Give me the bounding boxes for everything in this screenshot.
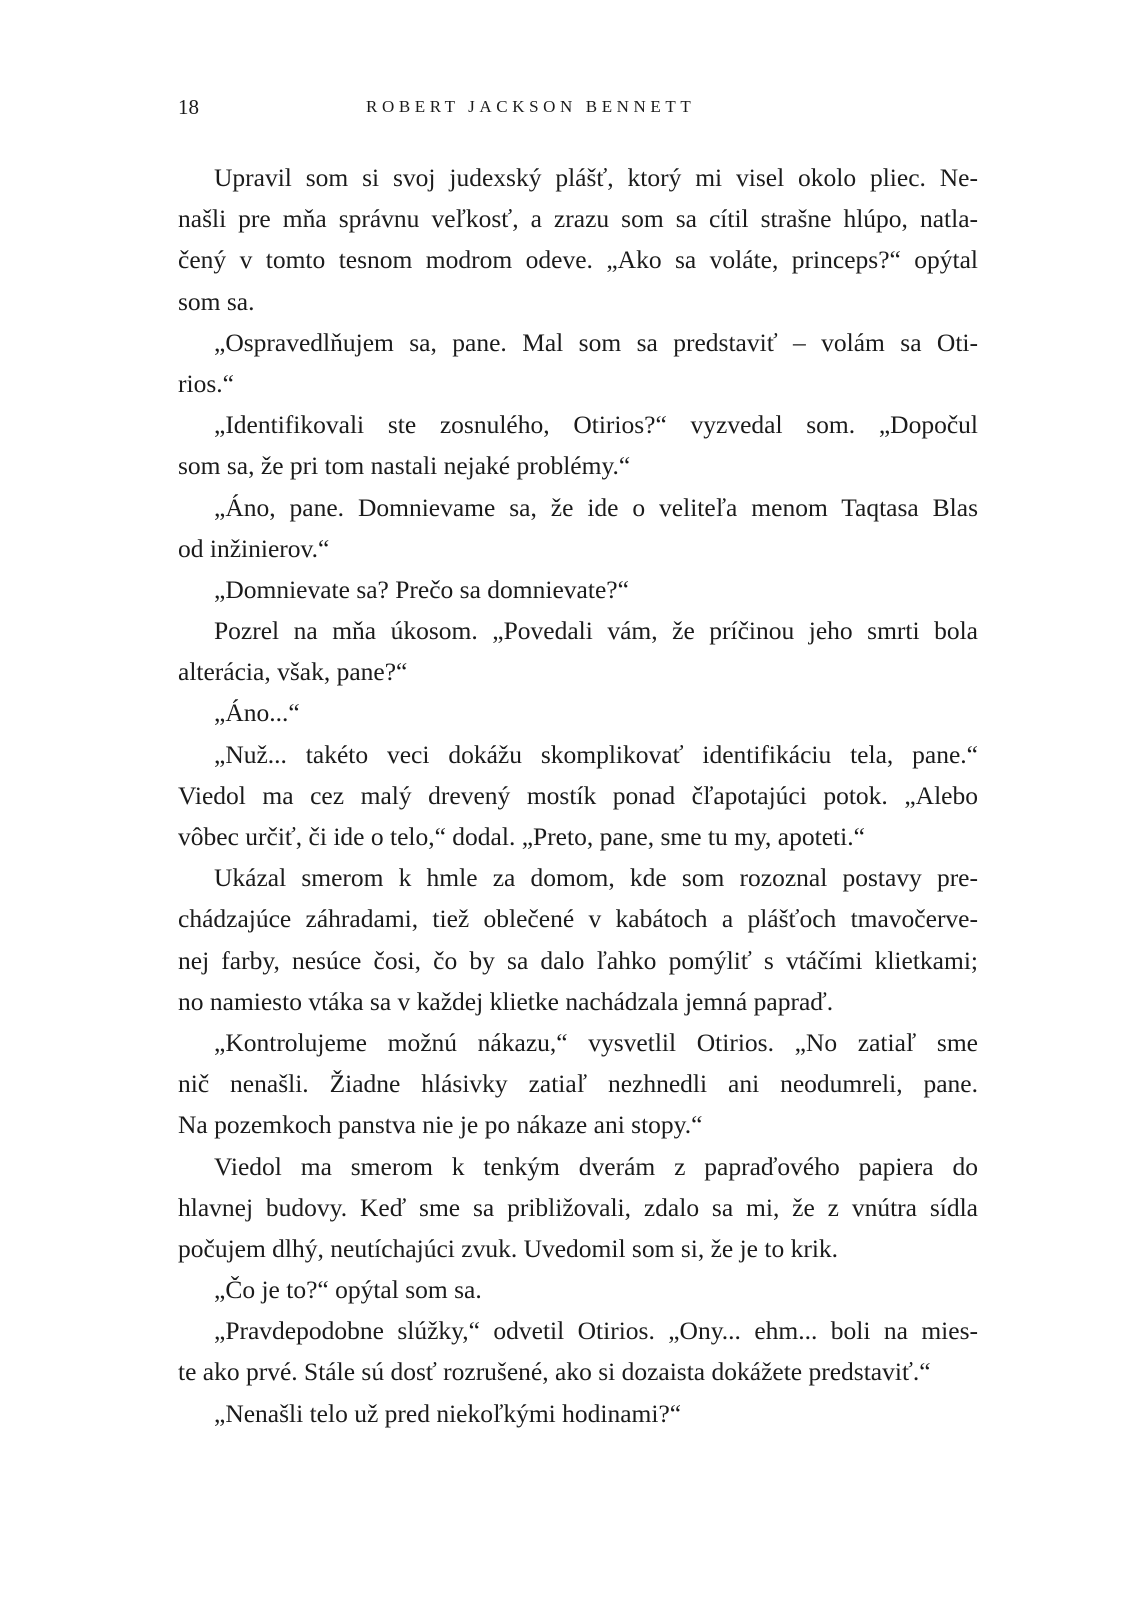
text-line: nej farby, nesúce čosi, čo by sa dalo ľahko pomýliť s vtáčími klietkami; (178, 945, 978, 975)
body-text (178, 157, 978, 1434)
text-line: chádzajúce záhradami, tiež oblečené v kabátoch a plášťoch tmavočerve- (178, 904, 978, 934)
text-line: nič nenašli. Žiadne hlásivky zatiaľ nezhnedli ani neodumreli, pane. (178, 1069, 978, 1099)
text-line: od inžinierov.“ (178, 533, 330, 563)
text-line: te ako prvé. Stále sú dosť rozrušené, ako si dozaista dokážete predstaviť.“ (178, 1357, 931, 1387)
text-line: Ukázal smerom k hmle za domom, kde som rozoznal postavy pre- (214, 863, 978, 893)
page-number: 18 (178, 95, 199, 119)
text-line: „Ospravedlňujem sa, pane. Mal som sa predstaviť – volám sa Oti- (214, 327, 978, 357)
text-line: „Nenašli telo už pred niekoľkými hodinami?“ (214, 1398, 682, 1428)
text-line: našli pre mňa správnu veľkosť, a zrazu som sa cítil strašne hlúpo, natla- (178, 204, 978, 234)
text-line: „Pravdepodobne slúžky,“ odvetil Otirios. „Ony... ehm... boli na mies- (214, 1316, 978, 1346)
text-line: „Áno...“ (214, 698, 300, 728)
text-line: „Identifikovali ste zosnulého, Otirios?“ vyzvedal som. „Dopočul (214, 410, 978, 440)
text-line: „Kontrolujeme možnú nákazu,“ vysvetlil Otirios. „No zatiaľ sme (214, 1027, 978, 1057)
text-line: som sa. (178, 286, 255, 316)
text-line: vôbec určiť, či ide o telo,“ dodal. „Preto, pane, sme tu my, apoteti.“ (178, 822, 865, 851)
text-line: počujem dlhý, neutíchajúci zvuk. Uvedomil som si, že je to krik. (178, 1233, 839, 1263)
text-line: „Áno, pane. Domnievame sa, že ide o veliteľa menom Taqtasa Blas (214, 492, 978, 522)
running-head-author: ROBERT JACKSON BENNETT (366, 97, 696, 116)
text-line: Upravil som si svoj judexský plášť, ktorý mi visel okolo pliec. Ne- (214, 163, 978, 192)
text-line: „Domnievate sa? Prečo sa domnievate?“ (214, 574, 629, 604)
text-line: alterácia, však, pane?“ (178, 657, 408, 687)
text-line: Na pozemkoch panstva nie je po nákaze ani stopy.“ (178, 1110, 703, 1140)
text-line: Viedol ma smerom k tenkým dverám z papraďového papiera do (214, 1151, 978, 1181)
text-line: rios.“ (178, 368, 234, 398)
page-header (178, 90, 978, 124)
text-line: hlavnej budovy. Keď sme sa približovali, zdalo sa mi, že z vnútra sídla (178, 1192, 978, 1222)
text-line: Viedol ma cez malý drevený mostík ponad čľapotajúci potok. „Alebo (178, 780, 978, 810)
text-line: „Čo je to?“ opýtal som sa. (214, 1275, 482, 1305)
text-line: Pozrel na mňa úkosom. „Povedali vám, že príčinou jeho smrti bola (214, 616, 978, 646)
text-line: „Nuž... takéto veci dokážu skomplikovať identifikáciu tela, pane.“ (214, 739, 978, 769)
text-line: som sa, že pri tom nastali nejaké problémy.“ (178, 451, 631, 481)
text-line: čený v tomto tesnom modrom odeve. „Ako sa voláte, princeps?“ opýtal (178, 245, 978, 275)
text-line: no namiesto vtáka sa v každej klietke nachádzala jemná papraď. (178, 986, 834, 1016)
